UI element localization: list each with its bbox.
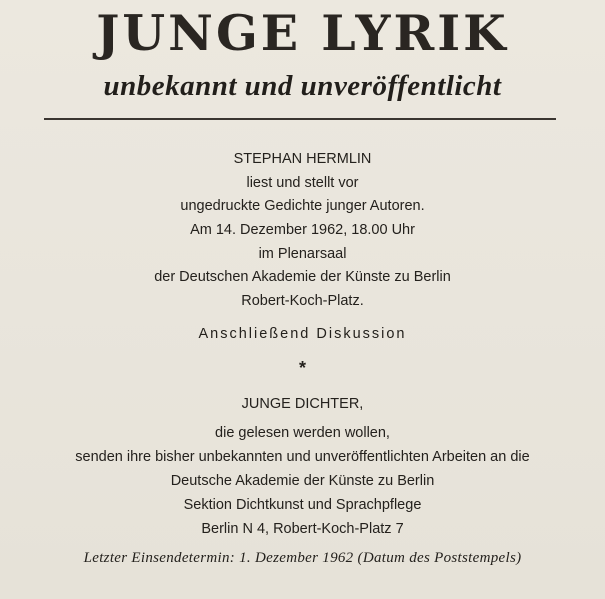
call-line: senden ihre bisher unbekannten und unveröffentlichten Arbeiten an die [75, 449, 530, 465]
poster-subtitle: unbekannt und unveröffentlicht [103, 70, 502, 102]
submission-deadline: Letzter Einsendetermin: 1. Dezember 1962 (Datum des Poststempels) [83, 550, 522, 566]
event-room: im Plenarsaal [258, 246, 347, 262]
title-divider [44, 118, 556, 120]
event-address: Robert-Koch-Platz. [241, 293, 364, 309]
discussion-note: Anschließend Diskussion [198, 326, 407, 342]
reading-line: ungedruckte Gedichte junger Autoren. [180, 198, 425, 214]
call-heading: JUNGE DICHTER, [241, 396, 364, 412]
submission-address: Berlin N 4, Robert-Koch-Platz 7 [201, 521, 404, 537]
section-separator: * [298, 358, 306, 378]
submission-section: Sektion Dichtkunst und Sprachpflege [183, 497, 422, 513]
reader-name: STEPHAN HERMLIN [233, 151, 372, 167]
poster-title: JUNGE LYRIK [96, 4, 509, 62]
event-date: Am 14. Dezember 1962, 18.00 Uhr [190, 222, 415, 238]
reading-line: liest und stellt vor [246, 175, 359, 191]
call-line: die gelesen werden wollen, [215, 425, 390, 441]
event-institution: der Deutschen Akademie der Künste zu Berlin [154, 269, 451, 285]
submission-institution: Deutsche Akademie der Künste zu Berlin [170, 473, 435, 489]
